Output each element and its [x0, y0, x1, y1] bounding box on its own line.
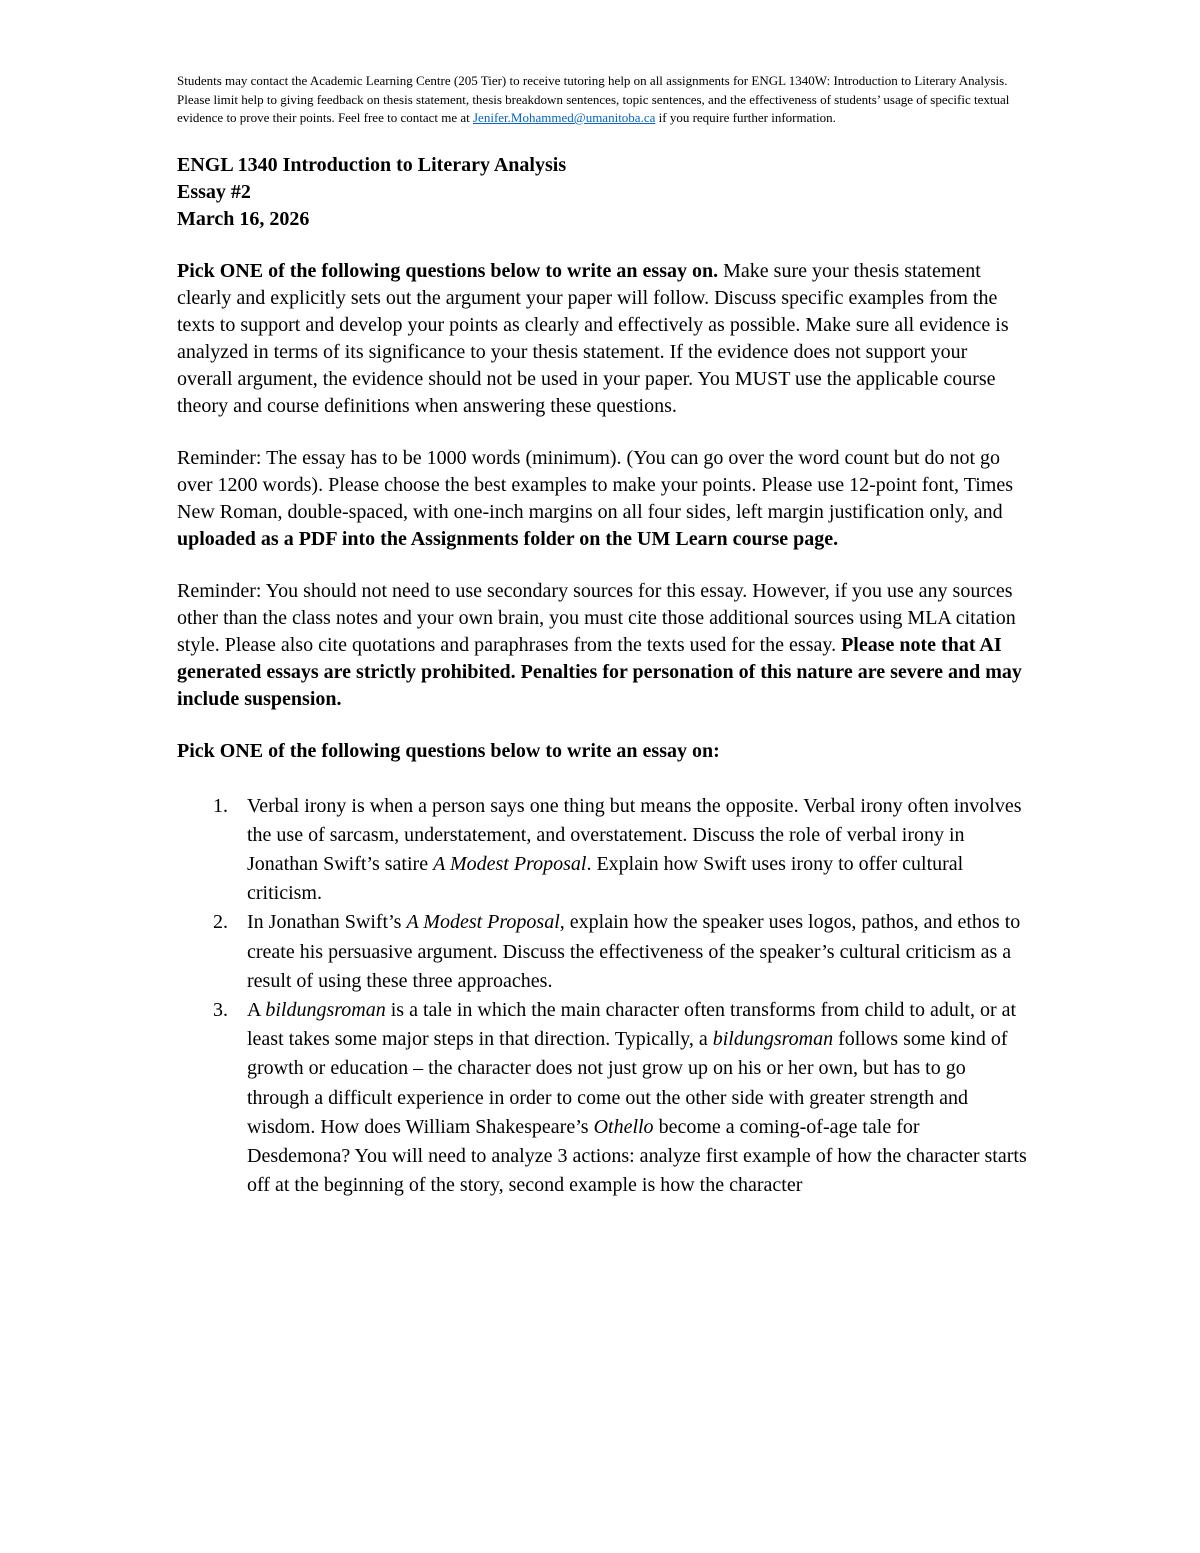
- instructor-email-link[interactable]: Jenifer.Mohammed@umanitoba.ca: [473, 110, 656, 125]
- reminder-paragraph-1: [177, 445, 1027, 553]
- question-3-text-c: follows some kind of growth or education – the character does not just grow up on his or her own, but has to go through a difficult experience in order to come out the other side with greater strength and wisdom. How does William Shakespeare’s: [247, 1028, 1008, 1138]
- intro-bold-lead: Pick ONE of the following questions below to write an essay on.: [177, 259, 719, 282]
- question-item-1: [177, 792, 1027, 909]
- question-2-text-a: In Jonathan Swift’s: [247, 911, 407, 934]
- question-number-3: 3.: [213, 998, 228, 1021]
- question-1-text-b: . Explain how Swift uses irony to offer cultural criticism.: [247, 852, 964, 905]
- question-3-text-d: become a coming-of-age tale for Desdemona? You will need to analyze 3 actions: analyze first example of how the character starts off at the beginning of the story, second example is how the character: [247, 1115, 1027, 1197]
- reminder2-text: Reminder: You should not need to use secondary sources for this essay. However, if you use any sources other than the class notes and your own brain, you must cite those additional sources using MLA citation style. Please also cite quotations and paraphrases from the texts used for the essay.: [177, 579, 1016, 656]
- tutoring-note-line2-tail: if you require further information.: [655, 110, 836, 125]
- question-2-text-b: , explain how the speaker uses logos, pathos, and ethos to create his persuasive argument. Discuss the effectiveness of the speaker’s cultural criticism as a result of using these three approaches.: [247, 911, 1021, 992]
- tutoring-note-line1: Students may contact the Academic Learning Centre (205 Tier) to receive tutoring help on all assignments for ENGL 1340W: Introduction to Literary Analysis.: [177, 73, 1008, 88]
- due-date: March 16, 2026: [177, 207, 310, 230]
- reminder-paragraph-2: [177, 578, 1027, 713]
- reminder2-bold-tail: Please note that AI generated essays are strictly prohibited. Penalties for personation of this nature are severe and may include suspension.: [177, 633, 1022, 710]
- document-page: [177, 72, 1027, 1200]
- question-item-3: [177, 996, 1027, 1200]
- question-3-text-a: A: [247, 998, 266, 1021]
- question-3-term-1: bildungsroman: [265, 998, 386, 1021]
- question-list: [177, 792, 1027, 1201]
- intro-rest: Make sure your thesis statement clearly and explicitly sets out the argument your paper will follow. Discuss specific examples from the texts to support and develop your points as clearly and effectively as possible. Make sure all evidence is analyzed in terms of its significance to your thesis statement. If the evidence does not support your overall argument, the evidence should not be used in your paper. You MUST use the applicable course theory and course definitions when answering these questions.: [177, 259, 1009, 417]
- tutoring-note-line2-text: Please limit help to giving feedback on thesis statement, thesis breakdown sentences, topic sentences, and the effectiveness of students’ usage of specific textual evidence to prove their points. Feel free to contact me at: [177, 91, 1010, 125]
- question-2-title: A Modest Proposal: [406, 911, 560, 934]
- reminder1-bold-tail: uploaded as a PDF into the Assignments folder on the UM Learn course page.: [177, 527, 839, 550]
- question-number-2: 2.: [213, 911, 228, 934]
- question-3-title: Othello: [593, 1115, 654, 1138]
- essay-number: Essay #2: [177, 180, 251, 203]
- question-3-text-b: is a tale in which the main character often transforms from child to adult, or at least takes some major steps in that direction. Typically, a: [247, 998, 1017, 1051]
- tutoring-note: [177, 72, 1027, 128]
- intro-paragraph: [177, 258, 1027, 420]
- document-heading: [177, 152, 1027, 233]
- question-item-2: [177, 908, 1027, 996]
- question-3-term-2: bildungsroman: [712, 1028, 834, 1051]
- question-1-title: A Modest Proposal: [433, 852, 587, 875]
- course-title: ENGL 1340 Introduction to Literary Analysis: [177, 153, 567, 176]
- question-number-1: 1.: [213, 794, 228, 817]
- question-list-heading-text: Pick ONE of the following questions below to write an essay on:: [177, 739, 720, 762]
- reminder1-text: Reminder: The essay has to be 1000 words (minimum). (You can go over the word count but do not go over 1200 words). Please choose the best examples to make your points. Please use 12-point font, Times New Roman, double-spaced, with one-inch margins on all four sides, left margin justification only, and: [177, 446, 1013, 523]
- tutoring-note-line2: [177, 91, 1027, 128]
- question-1-text-a: Verbal irony is when a person says one thing but means the opposite. Verbal irony often involves the use of sarcasm, understatement, and overstatement. Discuss the role of verbal irony in Jonathan Swift’s satire: [247, 794, 1022, 875]
- question-list-heading: [177, 738, 1027, 765]
